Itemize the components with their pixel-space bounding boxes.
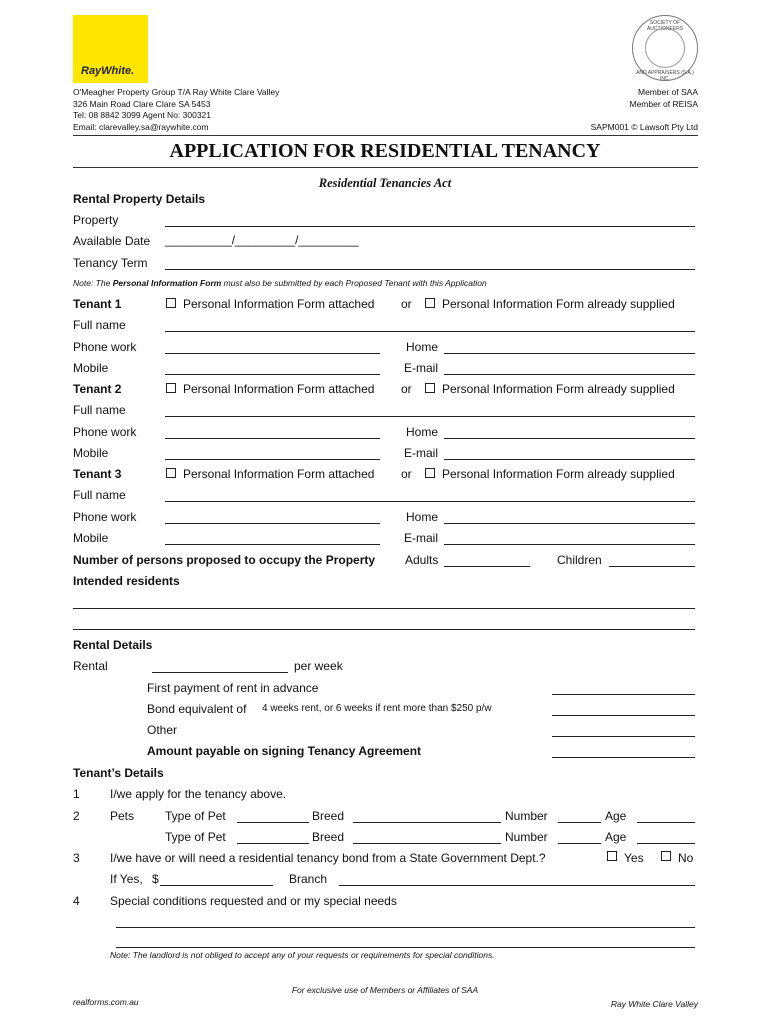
full-name-field[interactable] <box>165 416 695 417</box>
tenant-label: Tenant 2 <box>73 382 122 396</box>
no-label: No <box>678 851 694 865</box>
number-label: Number <box>505 830 548 844</box>
special-conditions-field[interactable] <box>116 947 695 948</box>
rental-label: Rental <box>73 659 108 673</box>
full-name-label: Full name <box>73 318 126 332</box>
intended-residents-label: Intended residents <box>73 574 180 588</box>
type-of-pet-label: Type of Pet <box>165 830 226 844</box>
home-phone-label: Home <box>406 510 439 524</box>
office-footer: Ray White Clare Valley <box>610 999 698 1009</box>
mobile-label: Mobile <box>73 361 109 375</box>
breed-field[interactable] <box>353 843 501 844</box>
agency-line: Email: clarevalley.sa@raywhite.com <box>73 121 209 132</box>
home-phone-field[interactable] <box>444 438 695 439</box>
age-field[interactable] <box>637 822 695 823</box>
occupants-label: Number of persons proposed to occupy the Property <box>73 553 376 567</box>
home-phone-field[interactable] <box>444 353 695 354</box>
special-conditions-label: Special conditions requested and or my special needs <box>110 894 397 908</box>
home-phone-field[interactable] <box>444 523 695 524</box>
site-footer: realforms.com.au <box>73 997 139 1007</box>
phone-work-label: Phone work <box>73 510 137 524</box>
first-payment-field[interactable] <box>552 694 695 695</box>
tenant-label: Tenant 3 <box>73 467 122 481</box>
agency-details <box>73 87 279 133</box>
form-supplied-label: Personal Information Form already supplied <box>442 297 675 311</box>
breed-field[interactable] <box>353 822 501 823</box>
email-field[interactable] <box>444 459 695 460</box>
mobile-label: Mobile <box>73 531 109 545</box>
children-field[interactable] <box>609 566 695 567</box>
membership-line: Member of REISA <box>629 98 698 109</box>
or-label: or <box>401 382 412 396</box>
intended-residents-field[interactable] <box>73 629 695 630</box>
email-field[interactable] <box>444 544 695 545</box>
branch-field[interactable] <box>339 885 695 886</box>
pets-label: Pets <box>110 809 135 823</box>
form-attached-checkbox[interactable] <box>166 468 176 478</box>
special-conditions-field[interactable] <box>116 927 695 928</box>
membership-line: Member of SAA <box>638 87 698 97</box>
available-date-label: Available Date <box>73 234 151 248</box>
agency-line: Tel: 08 8842 3099 Agent No: 300321 <box>73 110 212 120</box>
agency-line: O'Meagher Property Group T/A Ray White Clare Valley <box>73 87 280 97</box>
bond-note: 4 weeks rent, or 6 weeks if rent more than $250 p/w <box>262 703 492 714</box>
home-phone-label: Home <box>406 425 439 439</box>
form-subtitle: Residential Tenancies Act <box>318 176 452 190</box>
form-supplied-label: Personal Information Form already supplied <box>442 467 675 481</box>
form-title: APPLICATION FOR RESIDENTIAL TENANCY <box>169 140 601 162</box>
full-name-label: Full name <box>73 488 126 502</box>
seal-bottom-text: AND APPRAISERS (S.A.) INC. <box>636 70 694 82</box>
email-label: E-mail <box>404 446 439 460</box>
type-of-pet-field[interactable] <box>237 843 309 844</box>
full-name-field[interactable] <box>165 331 695 332</box>
first-payment-label: First payment of rent in advance <box>147 681 319 695</box>
type-of-pet-label: Type of Pet <box>165 809 226 823</box>
item-text: I/we apply for the tenancy above. <box>110 787 287 801</box>
logo-text: RayWhite. <box>81 65 135 77</box>
tenant-details-heading: Tenant’s Details <box>73 766 164 780</box>
phone-work-field[interactable] <box>165 438 380 439</box>
phone-work-label: Phone work <box>73 340 137 354</box>
property-heading: Rental Property Details <box>73 192 206 206</box>
ray-white-logo <box>73 15 148 83</box>
form-supplied-checkbox[interactable] <box>425 383 435 393</box>
mobile-label: Mobile <box>73 446 109 460</box>
breed-label: Breed <box>312 830 345 844</box>
mobile-field[interactable] <box>165 544 380 545</box>
number-field[interactable] <box>558 822 601 823</box>
yes-label: Yes <box>624 851 644 865</box>
branch-label: Branch <box>289 872 328 886</box>
full-name-label: Full name <box>73 403 126 417</box>
number-field[interactable] <box>558 843 601 844</box>
landlord-note: Note: The landlord is not obliged to accept any of your requests or requirements for special conditions. <box>110 950 495 960</box>
tenant-label: Tenant 1 <box>73 297 122 311</box>
agency-line: 326 Main Road Clare Clare SA 5453 <box>73 98 211 109</box>
no-checkbox[interactable] <box>661 851 671 861</box>
rental-heading: Rental Details <box>73 638 153 652</box>
personal-info-note: Note: The Personal Information Form must also be submitted by each Proposed Tenant with this Application <box>73 278 487 288</box>
age-label: Age <box>605 830 627 844</box>
age-field[interactable] <box>637 843 695 844</box>
bond-amount-field[interactable] <box>160 885 273 886</box>
mobile-field[interactable] <box>165 459 380 460</box>
full-name-field[interactable] <box>165 501 695 502</box>
exclusive-use-note: For exclusive use of Members or Affiliates of SAA <box>291 985 479 995</box>
adults-field[interactable] <box>444 566 530 567</box>
title-divider <box>73 167 698 168</box>
tenancy-term-field[interactable] <box>165 269 695 270</box>
form-attached-label: Personal Information Form attached <box>183 297 375 311</box>
item-number: 2 <box>73 809 80 823</box>
bond-label: Bond equivalent of <box>147 702 247 716</box>
available-date-field[interactable]: __________/_________/_________ <box>165 233 359 247</box>
seal-top-text: SOCIETY OF AUCTIONEERS <box>646 20 684 32</box>
breed-label: Breed <box>312 809 345 823</box>
phone-work-field[interactable] <box>165 523 380 524</box>
per-week-label: per week <box>294 659 343 673</box>
or-label: or <box>401 467 412 481</box>
form-supplied-checkbox[interactable] <box>425 468 435 478</box>
form-supplied-label: Personal Information Form already supplied <box>442 382 675 396</box>
form-attached-checkbox[interactable] <box>166 383 176 393</box>
home-phone-label: Home <box>406 340 439 354</box>
form-supplied-checkbox[interactable] <box>425 298 435 308</box>
other-field[interactable] <box>552 736 695 737</box>
dollar-sign: $ <box>152 872 159 886</box>
email-label: E-mail <box>404 361 439 375</box>
number-label: Number <box>505 809 548 823</box>
rental-amount-field[interactable] <box>152 672 288 673</box>
phone-work-label: Phone work <box>73 425 137 439</box>
amount-payable-field[interactable] <box>552 757 695 758</box>
membership <box>630 87 699 110</box>
children-label: Children <box>557 553 602 567</box>
email-field[interactable] <box>444 374 695 375</box>
tenancy-term-label: Tenancy Term <box>73 256 148 270</box>
mobile-field[interactable] <box>165 374 380 375</box>
bond-question: I/we have or will need a residential tenancy bond from a State Government Dept.? <box>110 851 546 865</box>
property-field[interactable] <box>165 226 695 227</box>
type-of-pet-field[interactable] <box>237 822 309 823</box>
item-number: 1 <box>73 787 80 801</box>
age-label: Age <box>605 809 627 823</box>
amount-payable-label: Amount payable on signing Tenancy Agreement <box>147 744 422 758</box>
form-attached-label: Personal Information Form attached <box>183 382 375 396</box>
form-attached-label: Personal Information Form attached <box>183 467 375 481</box>
intended-residents-field[interactable] <box>73 608 695 609</box>
header-divider <box>73 135 698 136</box>
adults-label: Adults <box>405 553 439 567</box>
if-yes-label: If Yes, <box>110 872 143 886</box>
seal-inner-ring <box>645 28 685 68</box>
item-number: 4 <box>73 894 80 908</box>
form-attached-checkbox[interactable] <box>166 298 176 308</box>
property-label: Property <box>73 213 119 227</box>
bond-field[interactable] <box>552 715 695 716</box>
yes-checkbox[interactable] <box>607 851 617 861</box>
saa-seal-icon <box>632 15 698 81</box>
or-label: or <box>401 297 412 311</box>
other-label: Other <box>147 723 178 737</box>
email-label: E-mail <box>404 531 439 545</box>
item-number: 3 <box>73 851 80 865</box>
phone-work-field[interactable] <box>165 353 380 354</box>
form-code: SAPM001 © Lawsoft Pty Ltd <box>590 122 698 132</box>
